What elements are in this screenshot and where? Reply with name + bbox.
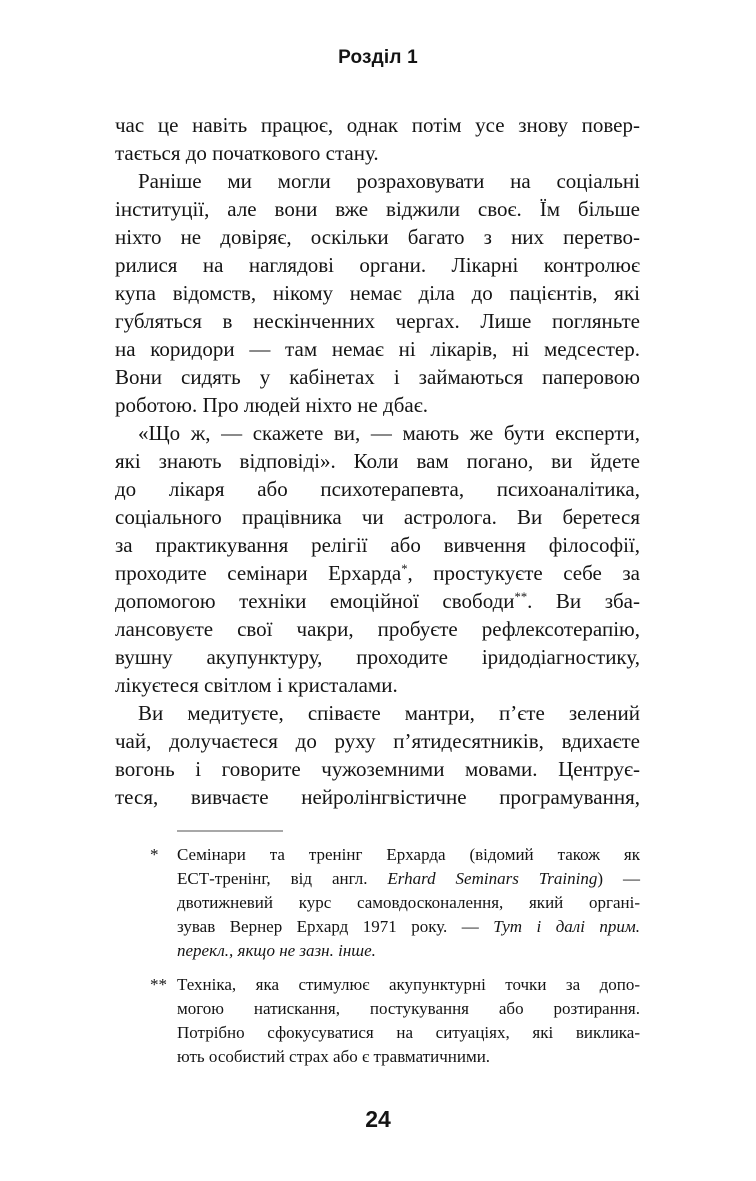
text-line [177,1045,640,1069]
text-segment: тається до початкового стану. [115,141,379,165]
text-line [115,615,640,643]
text-segment: Техніка, яка стимулює акупунктурні точки за допо- [177,975,640,994]
text-line [115,139,640,167]
text-segment: роботою. Про людей ніхто не дбає. [115,393,428,417]
paragraph [115,699,640,811]
text-line [115,783,640,811]
text-segment: соціального працівника чи астролога. Ви беретеся [115,505,640,529]
text-segment: допомогою техніки емоційної свободи [115,589,515,613]
text-segment: чай, долучаєтеся до руху п’ятидесятників, вдихаєте [115,729,640,753]
text-line [115,335,640,363]
text-line [115,671,640,699]
text-segment: зував Вернер Ерхард 1971 року. — [177,917,494,936]
text-line [115,363,640,391]
text-segment: вогонь і говорите чужоземними мовами. Центрує- [115,757,640,781]
text-segment: Вони сидять у кабінетах і займаються паперовою [115,365,640,389]
text-line [115,531,640,559]
text-segment: купа відомств, нікому немає діла до пацієнтів, які [115,281,640,305]
text-line [115,755,640,783]
text-segment: інституції, але вони вже віджили своє. Їм більше [115,197,640,221]
text-segment: могою натискання, постукування або розтирання. [177,999,640,1018]
text-segment: проходите семінари Ерхарда [115,561,402,585]
text-line [115,419,640,447]
text-line [115,251,640,279]
page-number: 24 [365,1106,391,1132]
text-segment: ) — [597,869,640,888]
text-line [115,699,640,727]
text-segment: вушну акупунктуру, проходите іридодіагностику, [115,645,640,669]
text-line [115,559,640,587]
footnote [150,843,640,963]
text-segment: ЕСТ-тренінг, від англ. [177,869,388,888]
footnote-divider [177,830,283,832]
text-line [115,307,640,335]
footnote-text [177,973,640,1069]
footnote-text [177,843,640,963]
text-segment: час це навіть працює, однак потім усе знову повер- [115,113,640,137]
text-line [115,167,640,195]
chapter-header: Розділ 1 [338,47,418,68]
text-segment: лансовуєте свої чакри, пробуєте рефлексотерапію, [115,617,640,641]
body-text [115,111,640,811]
text-segment: губляться в нескінченних чергах. Лише погляньте [115,309,640,333]
paragraph [115,419,640,699]
paragraph [115,167,640,419]
text-segment: на коридори — там немає ні лікарів, ні медсестер. [115,337,640,361]
text-line [115,447,640,475]
text-line [177,891,640,915]
text-line [177,939,640,963]
text-segment: Семінари та тренінг Ерхарда (відомий також як [177,845,640,864]
text-segment: які знають відповіді». Коли вам погано, ви йдете [115,449,640,473]
text-segment: Erhard Seminars Training [387,869,598,888]
text-line [115,279,640,307]
text-segment: «Що ж, — скажете ви, — мають же бути експерти, [138,421,640,445]
text-segment: за практикування релігії або вивчення філософії, [115,533,640,557]
text-segment: лікуєтеся світлом і кристалами. [115,673,398,697]
text-line [115,111,640,139]
text-line [177,867,640,891]
paragraph [115,111,640,167]
text-segment: рилися на наглядові органи. Лікарні контролює [115,253,640,277]
text-line [115,503,640,531]
text-segment: , простукуєте себе за [407,561,640,585]
footnotes [150,843,640,1079]
text-segment: двотижневий курс самовдосконалення, який органі- [177,893,640,912]
text-line [115,727,640,755]
footnote-marker: ** [150,975,167,994]
text-segment: Потрібно сфокусуватися на ситуаціях, які виклика- [177,1023,640,1042]
text-segment: ніхто не довіряє, оскільки багато з них перетво- [115,225,640,249]
text-segment: . Ви зба- [527,589,640,613]
text-segment: перекл., якщо не зазн. інше. [177,941,376,960]
footnote-ref-asterisk: * [401,562,408,577]
text-line [115,391,640,419]
text-segment: Ви медитуєте, співаєте мантри, п’єте зелений [138,701,640,725]
footnote-marker: * [150,845,159,864]
text-line [177,997,640,1021]
text-segment: Тут і далі прим. [493,917,640,936]
text-line [115,643,640,671]
text-line [115,223,640,251]
text-line [177,973,640,997]
text-line [115,475,640,503]
footnote-ref-asterisk: ** [514,590,528,605]
footnote [150,973,640,1069]
text-segment: теся, вивчаєте нейролінгвістичне програмування, [115,785,640,809]
text-segment: ють особистий страх або є травматичними. [177,1047,491,1066]
text-line [177,843,640,867]
text-line [115,587,640,615]
text-segment: до лікаря або психотерапевта, психоаналітика, [115,477,640,501]
text-line [177,1021,640,1045]
text-line [177,915,640,939]
text-segment: Раніше ми могли розраховувати на соціальні [138,169,640,193]
text-line [115,195,640,223]
